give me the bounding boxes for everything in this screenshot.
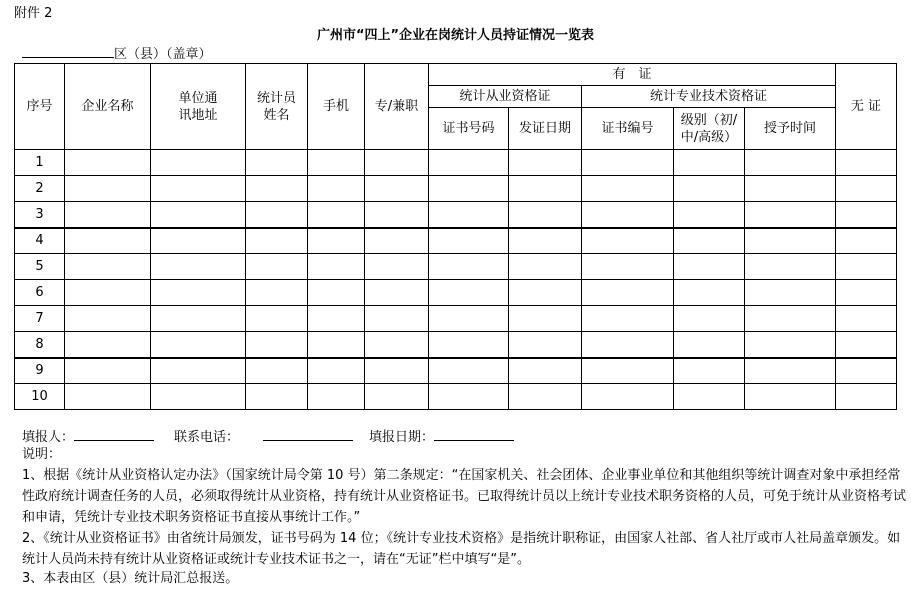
table-cell[interactable]	[836, 384, 897, 410]
row-number: 7	[15, 306, 65, 332]
table-cell[interactable]	[151, 358, 246, 384]
table-row	[15, 202, 897, 228]
table-cell[interactable]	[582, 176, 674, 202]
table-cell[interactable]	[745, 254, 836, 280]
table-cell[interactable]	[308, 176, 365, 202]
table-cell[interactable]	[365, 176, 429, 202]
header-company: 企业名称	[65, 64, 151, 150]
table-cell[interactable]	[582, 306, 674, 332]
header-job-type: 专/兼职	[365, 64, 429, 150]
row-number: 8	[15, 332, 65, 358]
table-cell[interactable]	[745, 280, 836, 306]
header-grant-time: 授予时间	[745, 108, 836, 150]
note-2: 2、《统计从业资格证书》由省统计局颁发，证书号码为 14 位；《统计专业技术资格》是指统计职称证，由国家人社部、省人社厅或市人社局盖章颁发。如统计人员尚未持有统计从业资格证或统计专业技术证书之一，请在“无证”栏中填写“是”。	[22, 531, 901, 567]
table-row	[15, 176, 897, 202]
table-cell[interactable]	[246, 384, 308, 410]
filler-blank[interactable]	[74, 428, 154, 441]
table-cell[interactable]	[151, 228, 246, 254]
attachment-label: 附件 2	[14, 6, 53, 21]
row-number: 4	[15, 228, 65, 254]
table-cell[interactable]	[674, 384, 745, 410]
table-cell[interactable]	[308, 332, 365, 358]
table-cell[interactable]	[151, 280, 246, 306]
table-cell[interactable]	[674, 150, 745, 176]
district-label	[22, 43, 212, 62]
table-cell[interactable]	[246, 254, 308, 280]
table-row	[15, 332, 897, 358]
table-cell[interactable]	[509, 280, 582, 306]
row-number: 5	[15, 254, 65, 280]
table-cell[interactable]	[582, 254, 674, 280]
date-blank[interactable]	[434, 428, 514, 441]
note-1: 1、根据《统计从业资格认定办法》（国家统计局令第 10 号）第二条规定：“在国家机关、社会团体、企业事业单位和其他组织等统计调查对象中承担经常性政府统计调查任务的人员，必须取得统计从业资格，持有统计从业资格证书。已取得统计员以上统计专业技术职务资格的人员，可免于统计从业资格考试和申请，凭统计专业技术职务资格证书直接从事统计工作。”	[22, 468, 907, 525]
table-cell[interactable]	[745, 176, 836, 202]
row-number: 9	[15, 358, 65, 384]
table-cell[interactable]	[65, 384, 151, 410]
notes-heading: 说明：	[22, 447, 62, 462]
table-cell[interactable]	[582, 384, 674, 410]
table-cell[interactable]	[429, 150, 509, 176]
table-cell[interactable]	[745, 306, 836, 332]
header-phone: 手机	[308, 64, 365, 150]
table-cell[interactable]	[674, 358, 745, 384]
table-cell[interactable]	[745, 358, 836, 384]
table-cell[interactable]	[429, 202, 509, 228]
header-cert-id: 证书编号	[582, 108, 674, 150]
table-row	[15, 306, 897, 332]
table-row	[15, 384, 897, 410]
table-cell[interactable]	[365, 306, 429, 332]
table-cell[interactable]	[65, 176, 151, 202]
date-label: 填报日期：	[369, 430, 435, 445]
table-cell[interactable]	[308, 384, 365, 410]
district-blank[interactable]	[22, 45, 114, 58]
table-cell[interactable]	[745, 150, 836, 176]
table-cell[interactable]	[836, 202, 897, 228]
table-cell[interactable]	[65, 332, 151, 358]
table-cell[interactable]	[582, 228, 674, 254]
table-cell[interactable]	[65, 228, 151, 254]
header-qualification-cert: 统计从业资格证	[429, 86, 582, 108]
table-row	[15, 280, 897, 306]
table-cell[interactable]	[246, 228, 308, 254]
table-cell[interactable]	[365, 254, 429, 280]
table-cell[interactable]	[509, 254, 582, 280]
header-staff-name-text: 统计员姓名	[256, 90, 296, 123]
header-address	[151, 64, 246, 150]
table-cell[interactable]	[836, 358, 897, 384]
table-cell[interactable]	[836, 150, 897, 176]
header-level-text: 级别（初/中/高级）	[680, 112, 738, 145]
table-cell[interactable]	[365, 384, 429, 410]
table-cell[interactable]	[674, 280, 745, 306]
header-tech-cert: 统计专业技术资格证	[582, 86, 836, 108]
note-3: 3、本表由区（县）统计局汇总报送。	[22, 571, 239, 586]
table-row	[15, 254, 897, 280]
table-cell[interactable]	[582, 150, 674, 176]
table-cell[interactable]	[674, 228, 745, 254]
cert-table	[14, 63, 897, 410]
table-cell[interactable]	[246, 150, 308, 176]
table-cell[interactable]	[429, 280, 509, 306]
table-cell[interactable]	[582, 202, 674, 228]
table-cell[interactable]	[365, 280, 429, 306]
table-cell[interactable]	[582, 280, 674, 306]
table-cell[interactable]	[429, 228, 509, 254]
table-cell[interactable]	[509, 202, 582, 228]
table-cell[interactable]	[836, 254, 897, 280]
table-cell[interactable]	[65, 306, 151, 332]
table-cell[interactable]	[151, 176, 246, 202]
table-cell[interactable]	[836, 176, 897, 202]
table-cell[interactable]	[429, 358, 509, 384]
table-cell[interactable]	[365, 228, 429, 254]
header-address-text: 单位通讯地址	[178, 90, 218, 123]
table-cell[interactable]	[151, 332, 246, 358]
table-row	[15, 150, 897, 176]
footer-fields	[22, 426, 514, 445]
table-cell[interactable]	[836, 332, 897, 358]
table-cell[interactable]	[151, 306, 246, 332]
table-cell[interactable]	[582, 358, 674, 384]
contact-blank[interactable]	[263, 428, 353, 441]
header-seq: 序号	[15, 64, 65, 150]
header-issue-date: 发证日期	[509, 108, 582, 150]
table-cell[interactable]	[509, 228, 582, 254]
table-cell[interactable]	[509, 332, 582, 358]
row-number: 10	[15, 384, 65, 410]
table-cell[interactable]	[429, 384, 509, 410]
table-cell[interactable]	[246, 280, 308, 306]
table-cell[interactable]	[745, 202, 836, 228]
header-no-cert: 无 证	[836, 64, 897, 150]
table-cell[interactable]	[246, 176, 308, 202]
table-cell[interactable]	[674, 306, 745, 332]
table-cell[interactable]	[246, 202, 308, 228]
table-cell[interactable]	[308, 228, 365, 254]
table-cell[interactable]	[246, 358, 308, 384]
table-cell[interactable]	[308, 150, 365, 176]
table-cell[interactable]	[429, 332, 509, 358]
table-cell[interactable]	[246, 332, 308, 358]
table-cell[interactable]	[151, 254, 246, 280]
header-has-cert: 有 证	[429, 64, 836, 86]
table-cell[interactable]	[308, 358, 365, 384]
table-cell[interactable]	[509, 358, 582, 384]
page-title: 广州市“四上”企业在岗统计人员持证情况一览表	[316, 28, 595, 43]
contact-label: 联系电话：	[174, 430, 240, 445]
table-cell[interactable]	[365, 150, 429, 176]
table-cell[interactable]	[582, 332, 674, 358]
table-cell[interactable]	[151, 384, 246, 410]
row-number: 3	[15, 202, 65, 228]
table-cell[interactable]	[674, 332, 745, 358]
row-number: 1	[15, 150, 65, 176]
table-cell[interactable]	[509, 384, 582, 410]
header-cert-no: 证书号码	[429, 108, 509, 150]
header-level	[674, 108, 745, 150]
table-cell[interactable]	[151, 150, 246, 176]
table-cell[interactable]	[429, 254, 509, 280]
table-cell[interactable]	[65, 358, 151, 384]
table-cell[interactable]	[745, 332, 836, 358]
table-cell[interactable]	[745, 228, 836, 254]
table-cell[interactable]	[151, 202, 246, 228]
district-text: 区（县）（盖章）	[114, 47, 212, 62]
table-cell[interactable]	[365, 358, 429, 384]
row-number: 6	[15, 280, 65, 306]
table-cell[interactable]	[308, 280, 365, 306]
table-cell[interactable]	[308, 306, 365, 332]
table-cell[interactable]	[429, 306, 509, 332]
table-cell[interactable]	[836, 280, 897, 306]
table-cell[interactable]	[674, 202, 745, 228]
header-staff-name	[246, 64, 308, 150]
table-cell[interactable]	[365, 332, 429, 358]
table-cell[interactable]	[65, 254, 151, 280]
table-cell[interactable]	[674, 254, 745, 280]
row-number: 2	[15, 176, 65, 202]
filler-label: 填报人：	[22, 430, 75, 445]
table-cell[interactable]	[65, 202, 151, 228]
table-cell[interactable]	[308, 202, 365, 228]
table-cell[interactable]	[509, 306, 582, 332]
table-cell[interactable]	[674, 176, 745, 202]
table-cell[interactable]	[836, 306, 897, 332]
table-cell[interactable]	[509, 176, 582, 202]
table-cell[interactable]	[65, 150, 151, 176]
table-cell[interactable]	[836, 228, 897, 254]
table-cell[interactable]	[365, 202, 429, 228]
table-cell[interactable]	[509, 150, 582, 176]
table-row	[15, 228, 897, 254]
table-cell[interactable]	[308, 254, 365, 280]
table-cell[interactable]	[65, 280, 151, 306]
table-row	[15, 358, 897, 384]
table-cell[interactable]	[745, 384, 836, 410]
table-cell[interactable]	[429, 176, 509, 202]
table-cell[interactable]	[246, 306, 308, 332]
